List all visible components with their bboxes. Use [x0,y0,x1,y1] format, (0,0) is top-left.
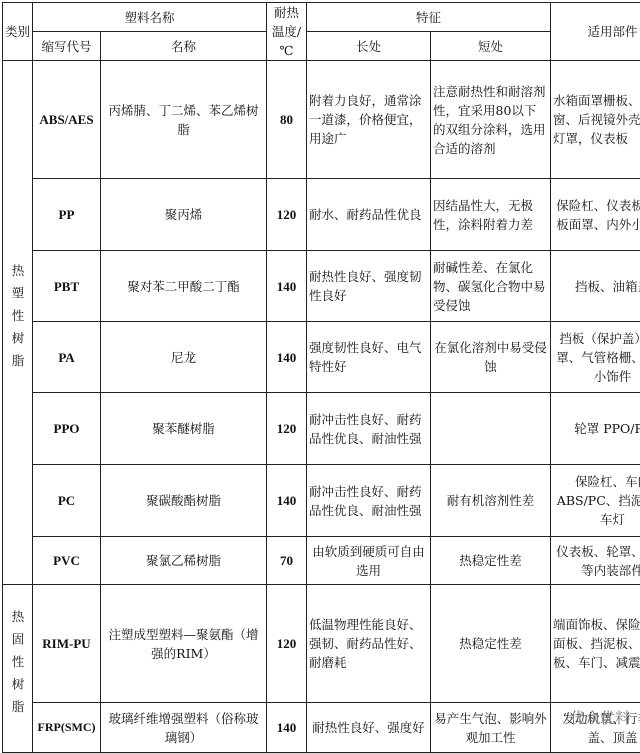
table-row [3,393,640,465]
plastics-table [2,2,640,753]
row-temp: 140 [267,251,307,322]
row-temp: 120 [267,393,307,465]
row-parts: 水箱面罩栅板、 窗、后视镜外壳 灯罩，仪表板 [551,61,640,179]
row-parts: 轮罩 PPO/ [551,393,640,465]
row-parts: 挡板（保护盖） 罩、气管格栅 小饰件 [551,322,640,393]
row-cons: 因结晶性大，无极性，涂料附着力差 [431,179,551,251]
header-pros: 长处 [307,32,431,61]
row-cons: 在氯化溶剂中易受侵蚀 [431,322,551,393]
row-temp: 80 [267,61,307,179]
header-cons: 短处 [431,32,551,61]
row-pros: 耐冲击性良好、耐药品性优良、耐油性强 [307,465,431,537]
row-pros: 耐热性良好、强度好 [307,703,431,753]
row-abbr: FRP(SMC) [33,703,101,753]
row-cons: 耐有机溶剂性差 [431,465,551,537]
row-name: 聚碳酸酯树脂 [101,465,267,537]
row-pros: 耐热性良好、强度韧性良好 [307,251,431,322]
row-temp: 140 [267,703,307,753]
group-label-thermoplastic: 热塑性树脂 [3,61,33,585]
row-parts: 保险杠、仪表 板面罩、内外 [551,179,640,251]
header-features: 特征 [307,3,551,32]
row-name: 聚苯醚树脂 [101,393,267,465]
row-name: 注塑成型塑料—聚氨酯（增强的RIM） [101,585,267,703]
row-pros: 低温物理性能良好、强韧、耐药品性好、耐磨耗 [307,585,431,703]
row-cons: 易产生气泡、影响外观加工性 [431,703,551,753]
row-temp: 120 [267,585,307,703]
row-name: 聚对苯二甲酸二丁酯 [101,251,267,322]
row-pros: 附着力良好，通常涂一道漆，价格便宜，用途广 [307,61,431,179]
row-parts: 发动机罩、行 盖、顶盖 [551,703,640,753]
row-name: 尼龙 [101,322,267,393]
row-temp: 120 [267,179,307,251]
table-row [3,179,640,251]
row-temp: 140 [267,322,307,393]
row-pros: 耐冲击性良好、耐药品性优良、耐油性强 [307,393,431,465]
row-name: 丙烯腈、丁二烯、苯乙烯树脂 [101,61,267,179]
header-plastic-name: 塑料名称 [33,3,267,32]
row-name: 玻璃纤维增强塑料（俗称玻璃钢） [101,703,267,753]
row-abbr: PVC [33,537,101,585]
table-row [3,465,640,537]
row-abbr: PC [33,465,101,537]
row-cons: 热稳定性差 [431,585,551,703]
row-abbr: PP [33,179,101,251]
row-pros: 强度韧性良好、电气特性好 [307,322,431,393]
table-row [3,251,640,322]
header-parts: 适用部件 [551,3,640,61]
header-abbr: 缩写代号 [33,32,101,61]
row-cons: 注意耐热性和耐溶剂性，宜采用80以下的双组分涂料，选用合适的溶剂 [431,61,551,179]
table-row [3,703,640,753]
row-parts: 保险杠、车 ABS/PC、挡 车灯 [551,465,640,537]
header-category: 类别 [3,3,33,61]
row-name: 聚氯乙稀树脂 [101,537,267,585]
row-abbr: RIM-PU [33,585,101,703]
table-row [3,61,640,179]
row-parts: 挡板、油箱 [551,251,640,322]
row-abbr: ABS/AES [33,61,101,179]
row-parts: 端面饰板、保险 面板、挡泥板、 板、车门、减震 [551,585,640,703]
row-parts: 仪表板、轮罩、 等内装部件 [551,537,640,585]
row-cons [431,393,551,465]
table-row [3,322,640,393]
row-pros: 由软质到硬质可自由选用 [307,537,431,585]
header-name: 名称 [101,32,267,61]
table-row [3,585,640,703]
row-cons: 热稳定性差 [431,537,551,585]
header-heat-temp: 耐热温度/℃ [267,3,307,61]
row-name: 聚丙烯 [101,179,267,251]
group-label-thermoset: 热固性树脂 [3,585,33,753]
row-temp: 140 [267,465,307,537]
row-abbr: PPO [33,393,101,465]
row-cons: 耐碱性差、在氯化物、碳氢化合物中易受侵蚀 [431,251,551,322]
watermark: 优众优料 [570,707,630,728]
table-row [3,537,640,585]
row-abbr: PA [33,322,101,393]
row-abbr: PBT [33,251,101,322]
row-pros: 耐水、耐药品性优良 [307,179,431,251]
row-temp: 70 [267,537,307,585]
